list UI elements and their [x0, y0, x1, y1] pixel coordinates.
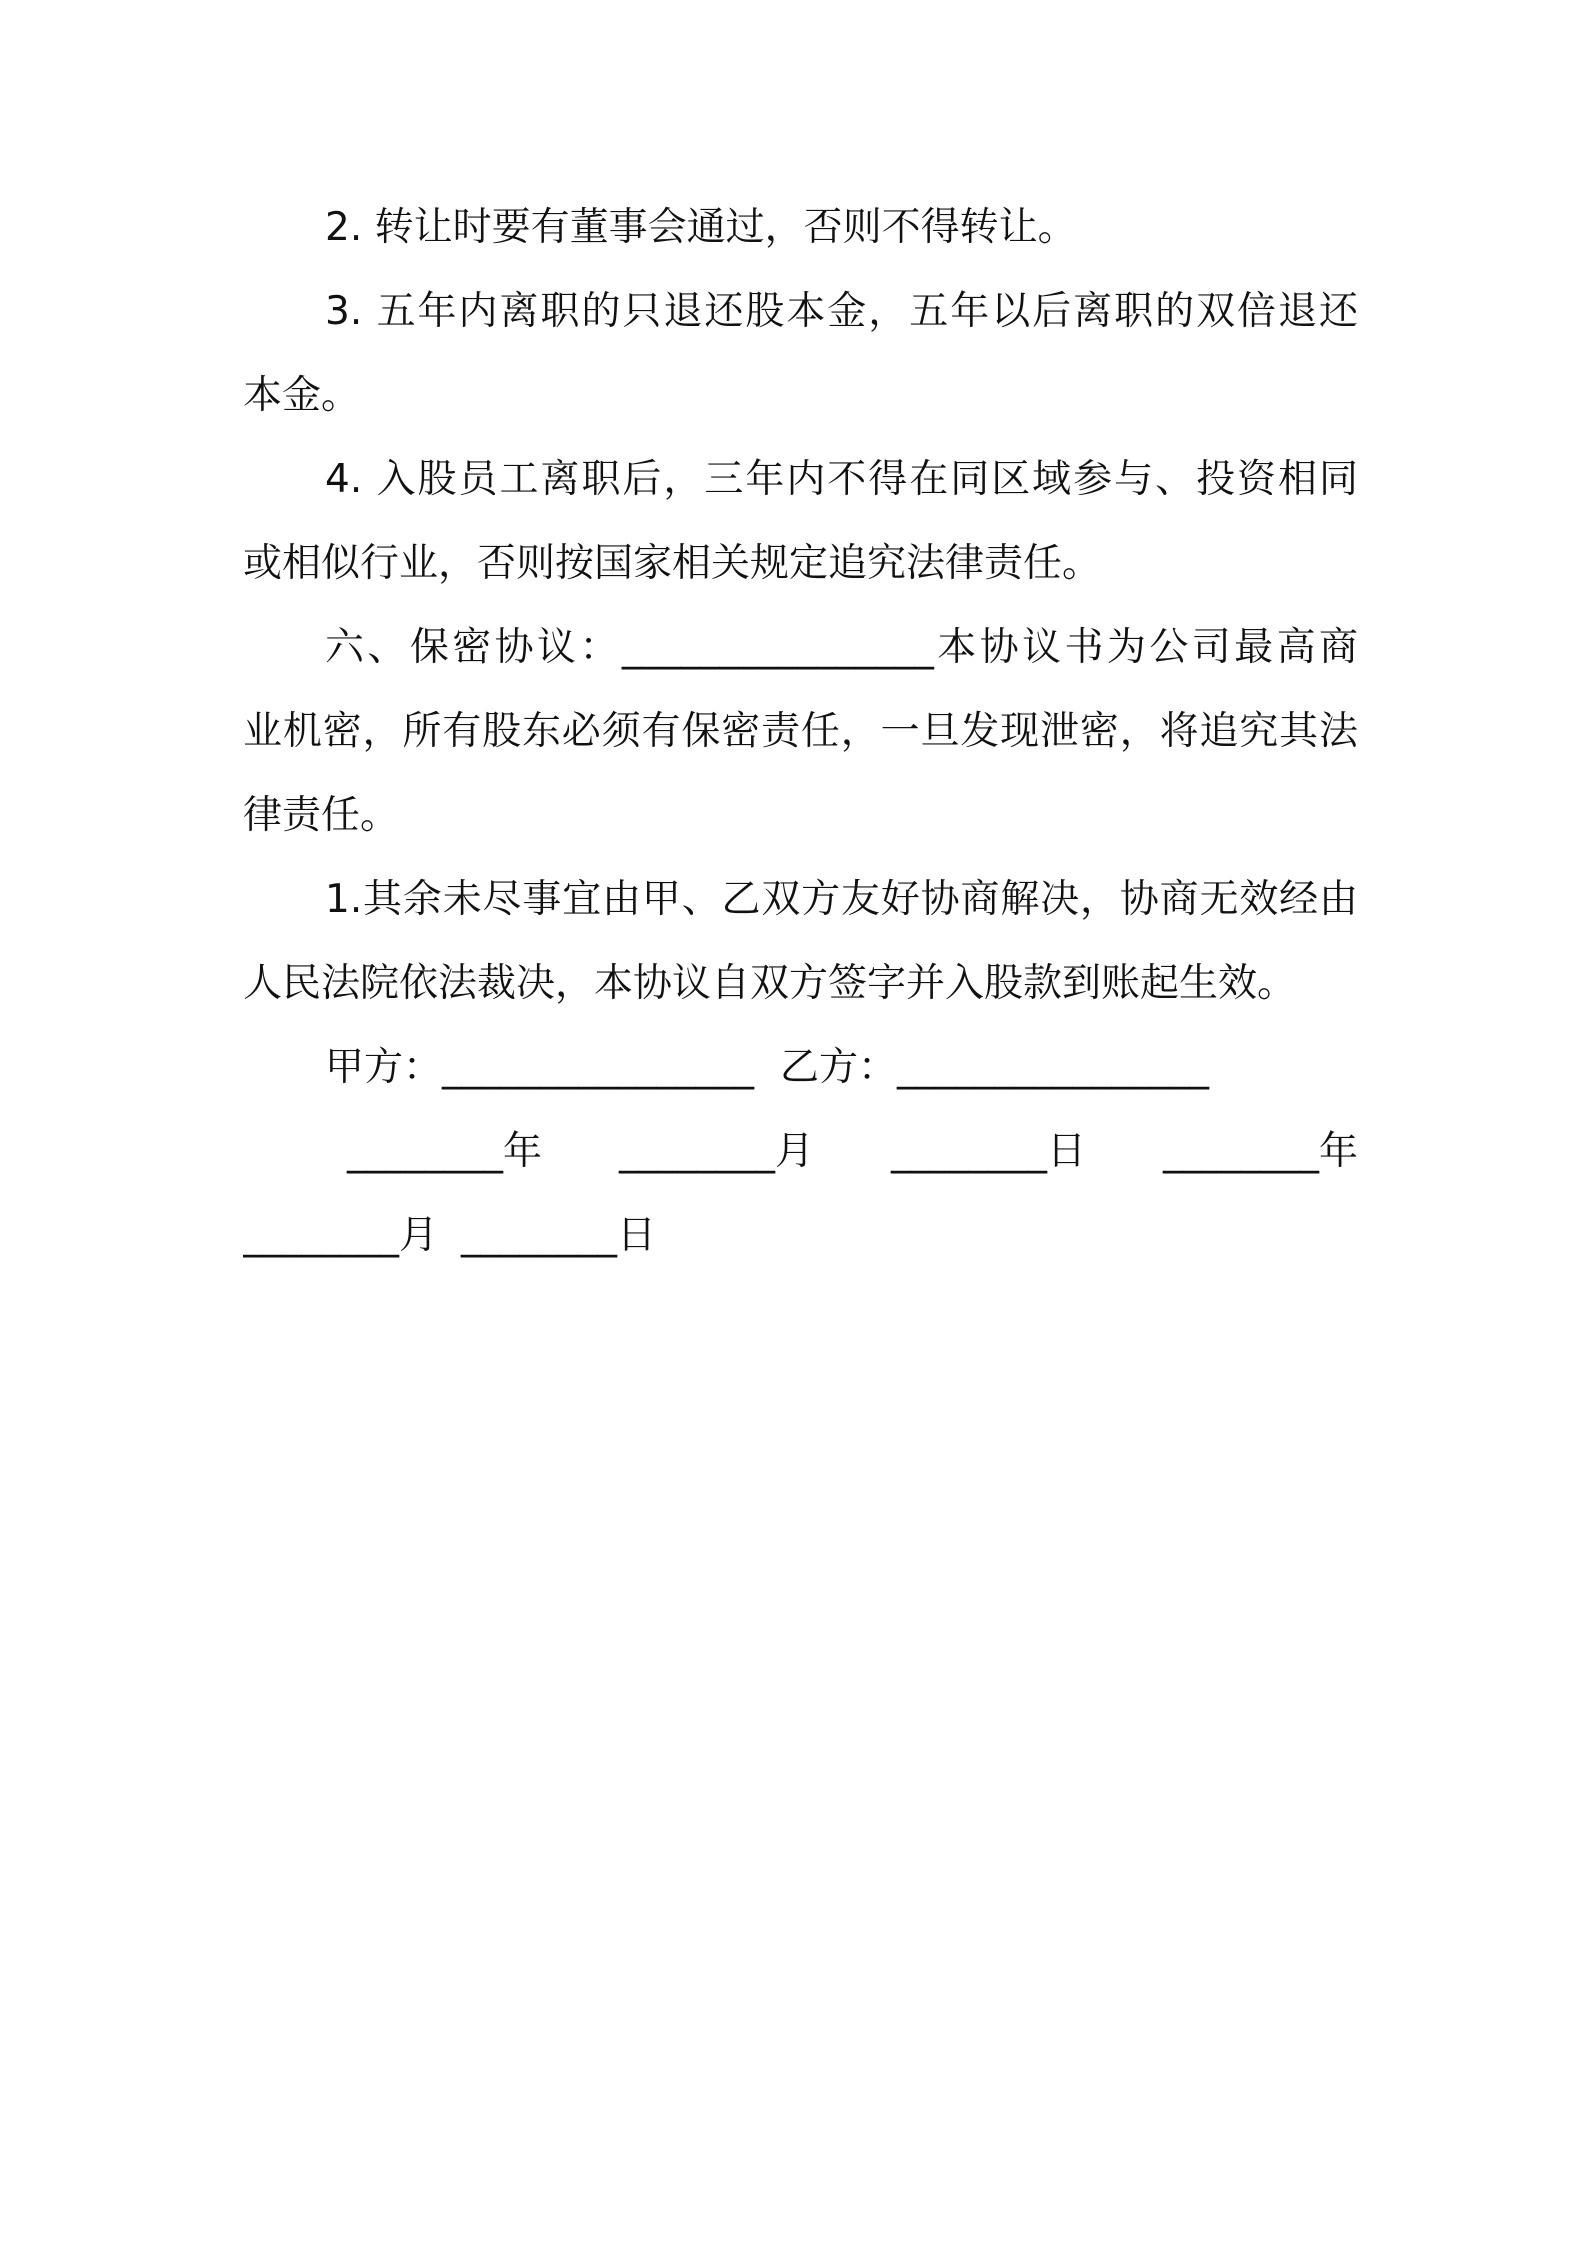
text-line: 1.其余未尽事宜由甲、乙双方友好协商解决，协商无效经由 [325, 877, 1358, 922]
text-line: 本金。 [243, 373, 361, 418]
text-line: 或相似行业，否则按国家相关规定追究法律责任。 [243, 541, 1102, 586]
party-a-signature-field: 甲方：________________ [325, 1045, 755, 1090]
date-day-field: ________日 [461, 1213, 657, 1258]
text-line: 2. 转让时要有董事会通过，否则不得转让。 [325, 205, 1077, 250]
party-b-signature-field: 乙方：________________ [780, 1045, 1210, 1090]
text-line: 3. 五年内离职的只退还股本金，五年以后离职的双倍退还 [325, 289, 1358, 334]
text-line: 律责任。 [243, 793, 400, 838]
date-month-field: ________月 [618, 1129, 814, 1174]
text-line: 人民法院依法裁决，本协议自双方签字并入股款到账起生效。 [243, 961, 1297, 1006]
date-month-field: ________月 [243, 1213, 439, 1258]
date-year-field: ________年 [1162, 1129, 1358, 1174]
text-line: 业机密，所有股东必须有保密责任，一旦发现泄密，将追究其法 [243, 709, 1358, 754]
date-line [243, 1110, 1358, 1194]
document-body [243, 186, 1358, 1278]
date-line [243, 1194, 1358, 1278]
date-day-field: ________日 [890, 1129, 1086, 1174]
date-year-field: ________年 [347, 1129, 543, 1174]
text-line: 4. 入股员工离职后，三年内不得在同区域参与、投资相同 [325, 457, 1358, 502]
signature-line [243, 1026, 1358, 1110]
text-line: 六、保密协议：________________本协议书为公司最高商 [325, 625, 1358, 670]
